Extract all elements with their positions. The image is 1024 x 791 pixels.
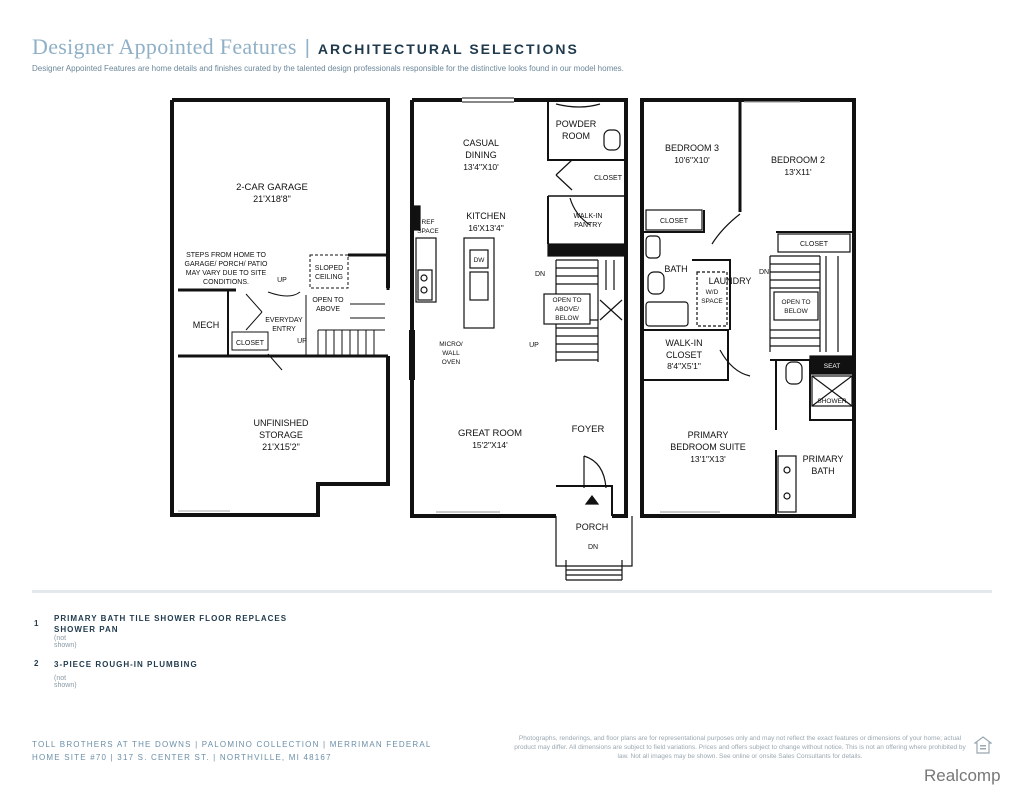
micro-wall-oven-2: WALL (442, 350, 460, 357)
powder-room-2: ROOM (562, 131, 590, 141)
steps-note-2: GARAGE/ PORCH/ PATIO (184, 261, 268, 268)
feature-number: 1 (34, 619, 39, 628)
steps-note-4: CONDITIONS. (203, 279, 249, 286)
sloped-ceiling-1: SLOPED (314, 265, 344, 272)
bedroom2-dim: 13'X11' (784, 167, 812, 177)
community-info (32, 738, 502, 764)
primary-bath-1: PRIMARY (802, 454, 844, 464)
micro-wall-oven-3: OVEN (441, 359, 461, 366)
storage-dim: 21'X15'2" (262, 442, 300, 452)
up-label-1: UP (277, 277, 287, 284)
feature-note: (not shown) (54, 635, 77, 649)
wd-space-2: SPACE (701, 298, 723, 305)
walk-in-pantry-2: PANTRY (574, 222, 602, 229)
casual-dining-1: CASUAL (462, 138, 500, 148)
primary-suite-2: BEDROOM SUITE (670, 442, 746, 452)
kitchen-dim: 16'X13'4" (468, 223, 504, 233)
feature-text: 3-PIECE ROUGH-IN PLUMBING (54, 660, 198, 669)
open-below-1: OPEN TO (781, 299, 811, 306)
lower-level-plan (172, 100, 388, 515)
feature-text: PRIMARY BATH TILE SHOWER FLOOR REPLACES SHOWER PAN (54, 614, 288, 634)
ref-space-2: SPACE (417, 228, 439, 235)
everyday-entry-2: ENTRY (272, 326, 296, 333)
walk-in-closet-1: WALK-IN (665, 338, 703, 348)
powder-room-1: POWDER (555, 119, 597, 129)
open-above-2: ABOVE (315, 306, 341, 313)
storage-label-1: UNFINISHED (253, 418, 309, 428)
walk-in-closet-2: CLOSET (665, 350, 703, 360)
wd-space-1: W/D (705, 289, 719, 296)
title-separator: | (304, 37, 310, 59)
mech-label: MECH (192, 320, 220, 330)
garage-dim: 21'X18'8" (253, 194, 291, 204)
everyday-entry-1: EVERYDAY (265, 317, 303, 324)
bedroom3-label: BEDROOM 3 (664, 143, 720, 153)
legal-disclaimer: Photographs, renderings, and floor plans are for representational purposes only and may not reflect the exact features or dimensions of your home; actual product may differ. All dimensions are subject to field variations. Prices and offers subject to change without notice. This is not an offering where prohibited by law. Not all images may be shown. See online or onsite Sales Consultants for details. (514, 735, 966, 760)
bath-label: BATH (664, 264, 688, 274)
equal-housing-icon (974, 736, 992, 754)
bedroom2-label: BEDROOM 2 (770, 155, 826, 165)
main-level-plan (412, 100, 626, 516)
feature-number: 2 (34, 659, 39, 668)
casual-dining-2: DINING (465, 150, 497, 160)
realcomp-watermark: Realcomp (924, 766, 1001, 785)
kitchen-label: KITCHEN (466, 211, 506, 221)
upper-dn-label: DN (758, 269, 770, 276)
dw-label: DW (473, 257, 485, 264)
ref-space-1: REF (421, 219, 435, 226)
section-title: ARCHITECTURAL SELECTIONS (317, 41, 579, 57)
upper-closet-right: CLOSET (799, 241, 829, 248)
feature-note: (not shown) (54, 675, 77, 689)
bedroom3-dim: 10'6"X10' (674, 155, 710, 165)
laundry-label: LAUNDRY (708, 276, 752, 286)
open-above-1: OPEN TO (312, 297, 344, 304)
open-above-below-2: ABOVE/ (554, 306, 580, 313)
great-room-dim: 15'2"X14' (472, 440, 508, 450)
porch-dn-label: DN (587, 544, 599, 551)
open-above-below-3: BELOW (555, 315, 579, 322)
closet-label: CLOSET (235, 340, 265, 347)
primary-bath-2: BATH (811, 466, 835, 476)
walk-in-closet-dim: 8'4"X5'1" (667, 361, 701, 371)
primary-suite-1: PRIMARY (687, 430, 729, 440)
steps-note-1: STEPS FROM HOME TO (186, 252, 266, 259)
community-line-2: HOME SITE #70 | 317 S. CENTER ST. | NORTHVILLE, MI 48167 (32, 753, 332, 762)
micro-wall-oven-1: MICRO/ (439, 341, 463, 348)
porch-label: PORCH (575, 522, 609, 532)
foyer-label: FOYER (571, 424, 605, 435)
steps-note-3: MAY VARY DUE TO SITE (185, 270, 267, 277)
main-up-label: UP (529, 342, 539, 349)
main-dn-label: DN (534, 271, 546, 278)
community-line-1: TOLL BROTHERS AT THE DOWNS | PALOMINO COLLECTION | MERRIMAN FEDERAL (32, 740, 432, 749)
section-divider (32, 590, 992, 593)
seat-label: SEAT (823, 363, 841, 370)
walk-in-pantry-1: WALK-IN (573, 213, 603, 220)
primary-suite-dim: 13'1"X13' (690, 454, 726, 464)
open-below-2: BELOW (784, 308, 808, 315)
open-above-below-1: OPEN TO (552, 297, 582, 304)
garage-label: 2-CAR GARAGE (236, 182, 308, 193)
page-title: Designer Appointed Features (32, 34, 297, 59)
main-closet-label: CLOSET (593, 175, 623, 182)
up-label-2: UP (297, 338, 307, 345)
storage-label-2: STORAGE (259, 430, 303, 440)
sloped-ceiling-2: CEILING (314, 274, 344, 281)
shower-label: SHOWER (817, 398, 847, 405)
page-subtitle: Designer Appointed Features are home details and finishes curated by the talented design professionals responsible for the distinctive looks found in our model homes. (32, 64, 624, 73)
upper-closet-left: CLOSET (659, 218, 689, 225)
great-room-label: GREAT ROOM (457, 428, 523, 439)
casual-dining-dim: 13'4"X10' (463, 162, 499, 172)
